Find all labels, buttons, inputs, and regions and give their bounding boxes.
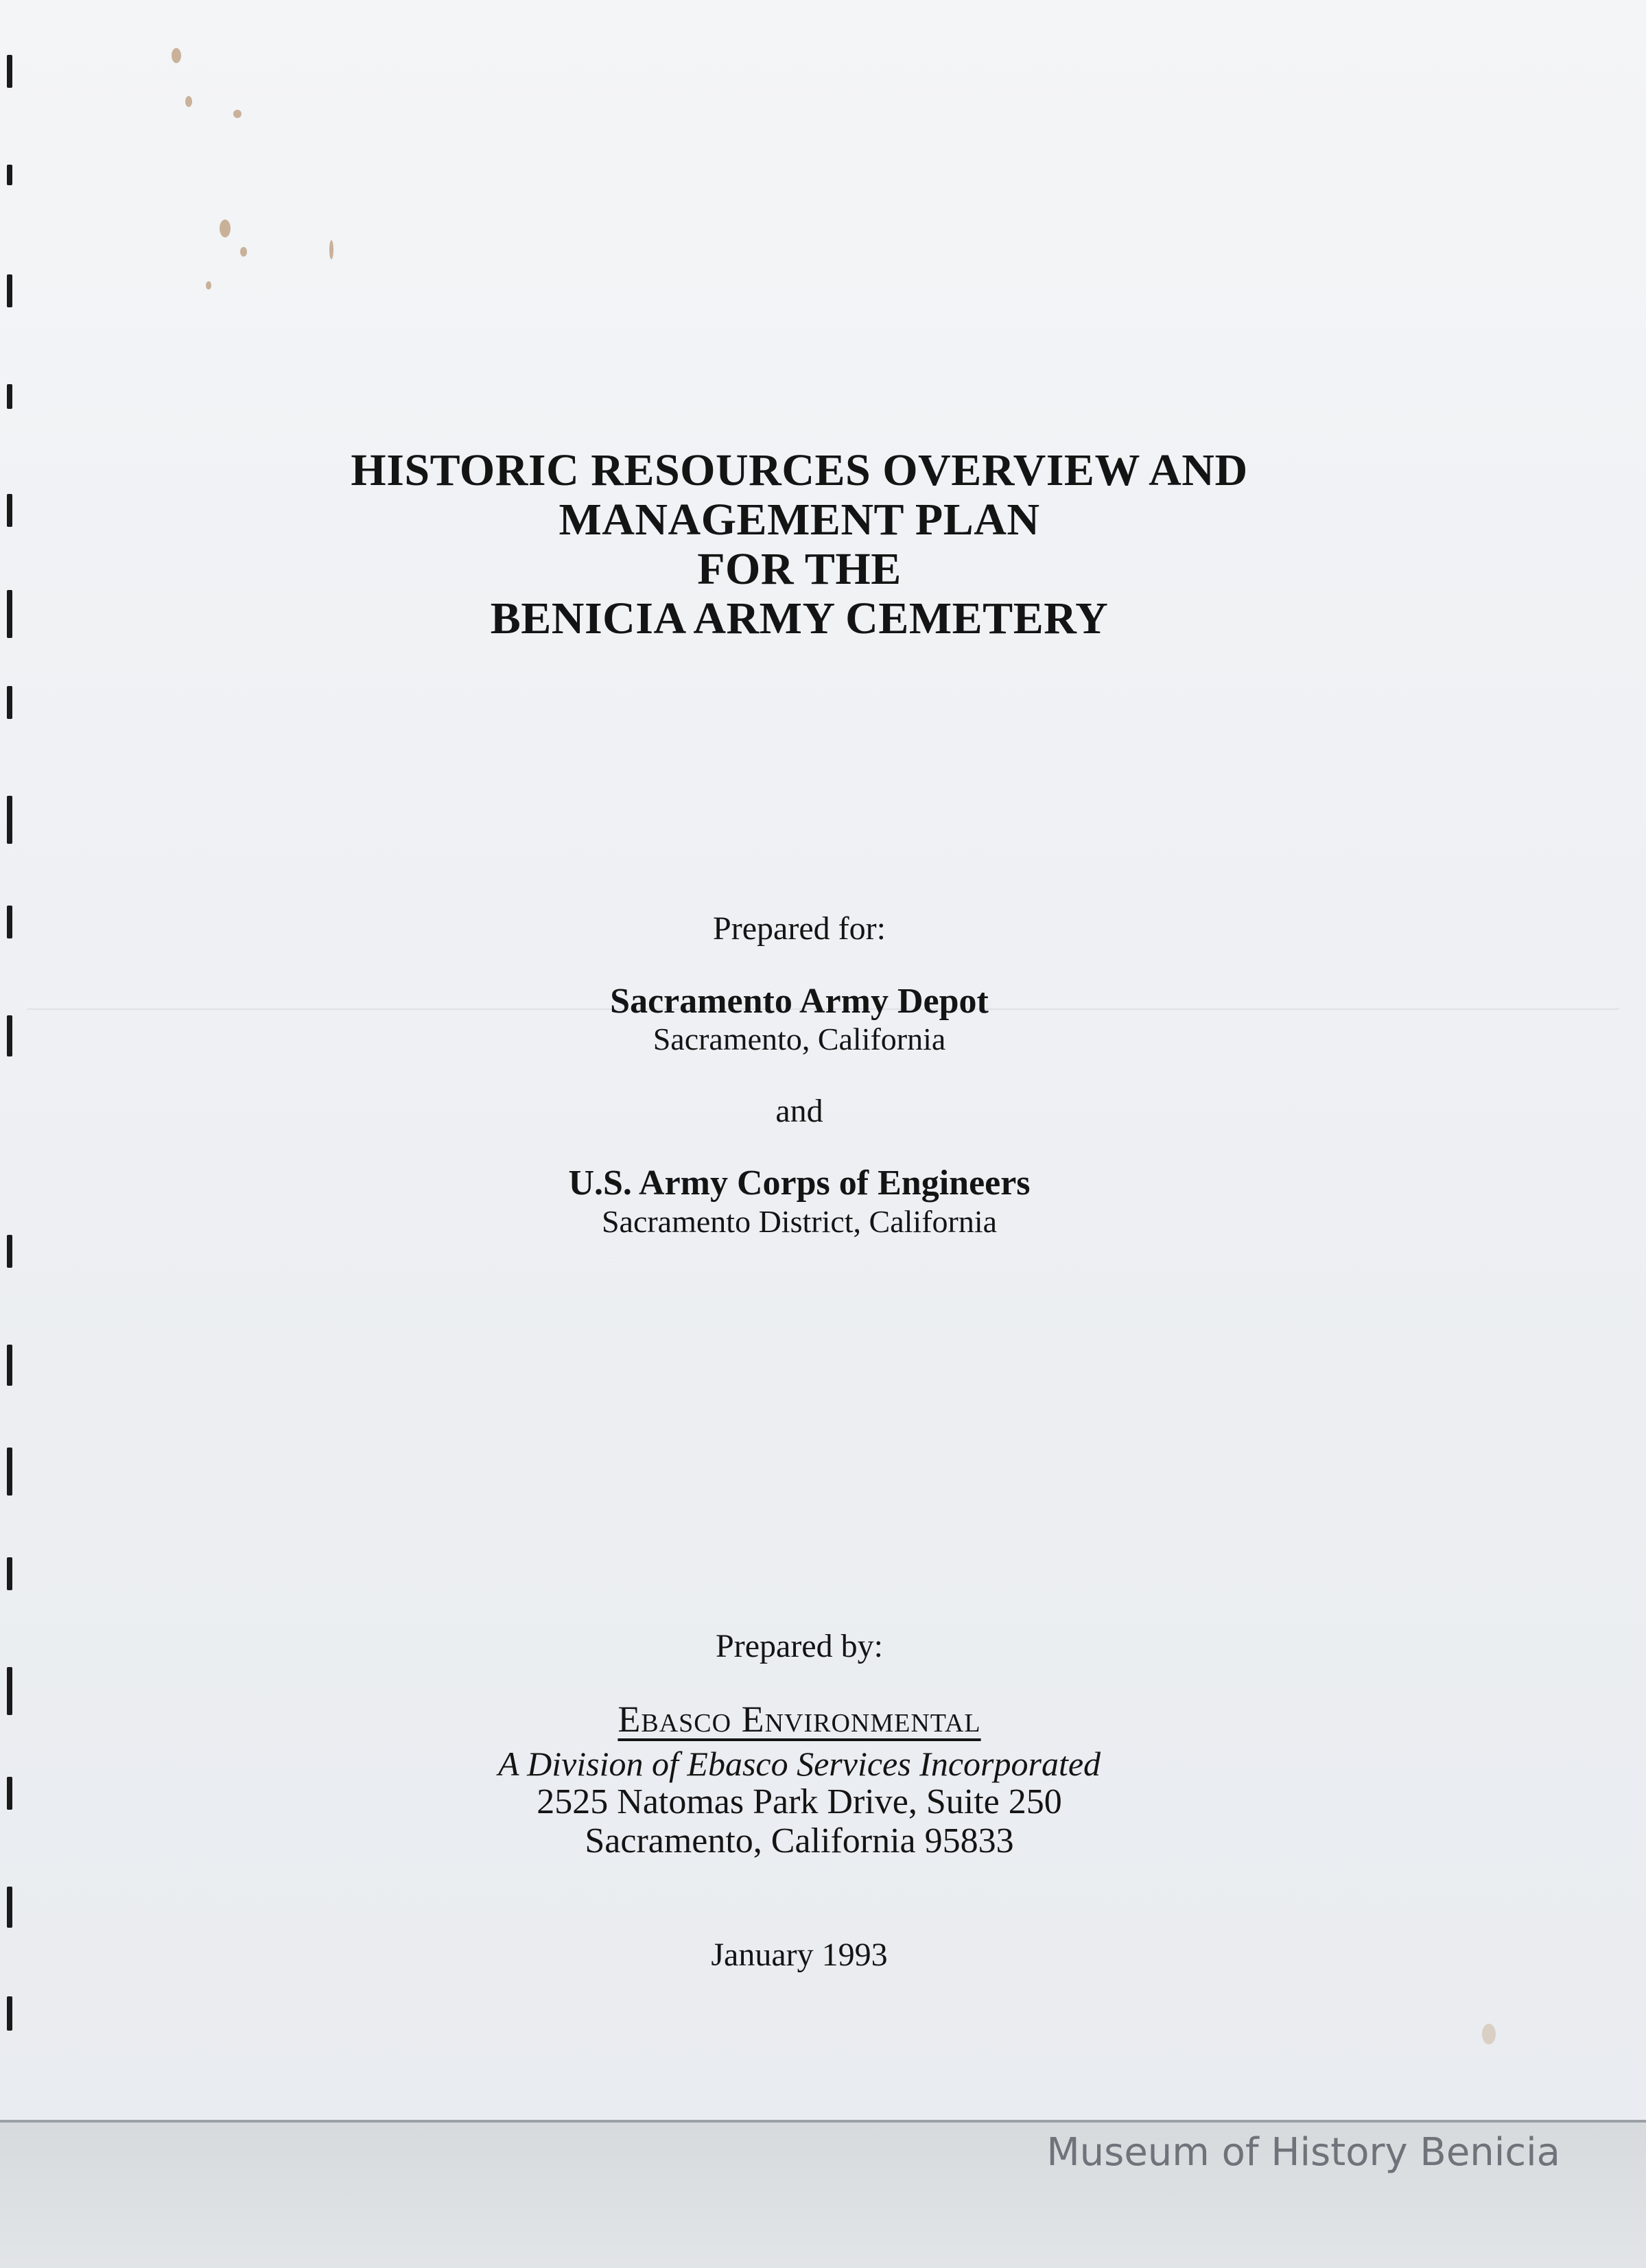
title-line-1: HISTORIC RESOURCES OVERVIEW AND: [351, 445, 1248, 495]
conjunction-and: and: [775, 1093, 823, 1129]
prepared-for-label: Prepared for:: [713, 910, 886, 947]
title-line-4: BENICIA ARMY CEMETERY: [490, 593, 1109, 643]
client1-location: Sacramento, California: [652, 1021, 946, 1056]
title-line-2: MANAGEMENT PLAN: [559, 495, 1040, 545]
client1-name: Sacramento Army Depot: [610, 982, 989, 1021]
company-address-line2: Sacramento, California 95833: [585, 1821, 1014, 1861]
prepared-by-label: Prepared by:: [716, 1628, 883, 1664]
company-name: Ebasco Environmental: [618, 1699, 981, 1740]
company-division: A Division of Ebasco Services Incorporated: [497, 1745, 1101, 1783]
client2-location: Sacramento District, California: [601, 1204, 998, 1239]
document-date: January 1993: [711, 1937, 888, 1973]
client2-name: U.S. Army Corps of Engineers: [568, 1163, 1031, 1203]
company-address-line1: 2525 Natomas Park Drive, Suite 250: [537, 1782, 1062, 1821]
museum-watermark: Museum of History Benicia: [1046, 2130, 1560, 2175]
document-title: [0, 446, 1599, 643]
title-line-3: FOR THE: [697, 544, 902, 594]
